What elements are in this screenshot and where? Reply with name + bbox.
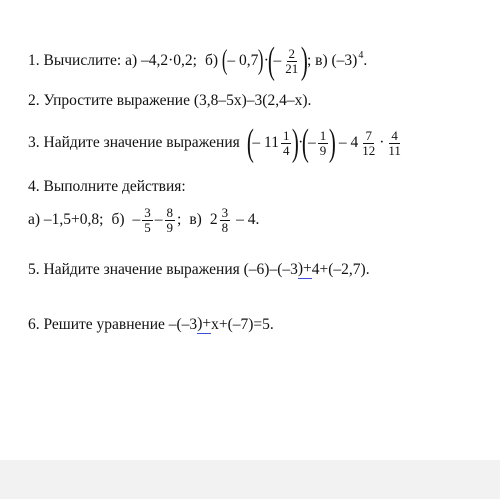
task-6: 6. Решите уравнение –(–3 )+ x+(–7)=5. — [28, 315, 274, 333]
task-2 — [28, 92, 311, 110]
fraction-3-8: $\frac{3}{8}$ — [221, 205, 229, 235]
task-4-parts: а) –1,5+0,8; б) – $\frac{3}{5}$ – $\frac{8}{9}$ ; в) 2 $\frac{3}{8}$ – 4. — [28, 205, 260, 235]
fraction-1-9: $\frac{1}{9}$ — [319, 127, 327, 158]
task-1-exponent: 4 — [358, 49, 364, 61]
fraction-4-11: $\frac{4}{11}$ — [388, 127, 401, 158]
task-3-paren-2: ( – $\frac{1}{9}$ ) — [302, 122, 337, 164]
task-1-b-first-paren: ( – 0,7 ) — [221, 45, 264, 76]
task-1: 1. Вычислите: а) –4,2·0,2; б) ( – 0,7 ) · ( – $\frac{2}{21}$ ) ; в) (–3) 4 . — [28, 40, 368, 82]
task-3-mixed-4-7-12: – 4 $\frac{7}{12}$ — [338, 127, 376, 158]
task-6-underline-mark: )+ — [197, 315, 212, 332]
task-3-lead: 3. Найдите значение выражения — [28, 134, 240, 151]
task-4-a: а) –1,5+0,8; — [28, 211, 104, 229]
task-1-b-label: б) — [204, 52, 219, 69]
fraction-2-21: $\frac{2}{21}$ — [285, 45, 299, 76]
task-4-c-label: в) — [189, 211, 202, 229]
fraction-7-12: $\frac{7}{12}$ — [362, 127, 376, 158]
task-3: 3. Найдите значение выражения ( – 11 $\frac{1}{4}$ ) · ( – $\frac{1}{9}$ ) – 4 $\frac{7}{12}$ · $\frac{4}{11}$ — [28, 122, 401, 164]
task-1-lead: 1. Вычислите: а) –4,2·0,2; — [28, 52, 197, 69]
task-4-title: 4. Выполните действия: — [28, 178, 186, 195]
task-3-paren-1: ( – 11 $\frac{1}{4}$ ) — [246, 122, 300, 164]
task-4-mixed-2-3-8: 2 $\frac{3}{8}$ — [209, 205, 229, 235]
fraction-1-4: $\frac{1}{4}$ — [282, 127, 290, 158]
fraction-8-9: $\frac{8}{9}$ — [166, 205, 174, 235]
task-2-text: 2. Упростите выражение (3,8–5x)–3(2,4–x). — [28, 92, 312, 109]
task-5: 5. Найдите значение выражения (–6)–(–3 )+ 4+(–2,7). — [28, 260, 370, 278]
task-1-dot: · — [263, 52, 269, 69]
task-4-b-label: б) — [111, 211, 125, 229]
bottom-bar — [0, 460, 500, 499]
fraction-3-5: $\frac{3}{5}$ — [144, 205, 151, 235]
task-1-c: ; в) (–3) — [306, 52, 358, 69]
task-1-b-second-paren: ( – $\frac{2}{21}$ ) — [267, 40, 309, 82]
task-5-underline-mark: )+ — [297, 260, 312, 277]
task-3-dot: · — [298, 134, 304, 151]
